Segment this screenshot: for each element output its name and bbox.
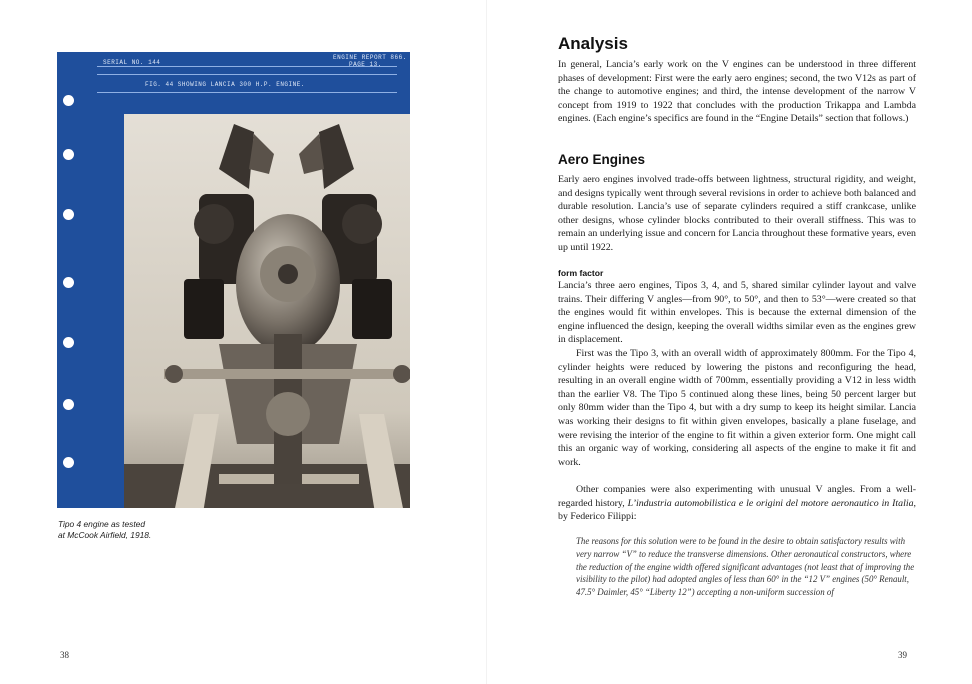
punch-hole	[63, 95, 74, 106]
serial-label: SERIAL NO. 144	[103, 59, 161, 66]
page-gutter	[486, 0, 487, 684]
punch-hole	[63, 457, 74, 468]
punch-hole	[63, 399, 74, 410]
figure-label: FIG. 44 SHOWING LANCIA 300 H.P. ENGINE.	[145, 81, 305, 88]
photo-caption	[58, 519, 258, 541]
form-rule	[97, 74, 397, 75]
punch-hole	[63, 149, 74, 160]
book-title: L’industria automobilistica e le origini del motore aeronautico in Italia	[627, 497, 914, 509]
heading-form-factor: form factor	[558, 268, 604, 278]
caption-line: Tipo 4 engine as tested	[58, 519, 145, 529]
heading-analysis: Analysis	[558, 34, 628, 53]
aero-engines-paragraph: Early aero engines involved trade-offs between lightness, structural rigidity, and weight, and designs typically went through several revisions in order to achieve both balanced and durable resolution. Lancia’s use of separate cylinders required a stiff crankcase, unlike other designs, whose cylinder blocks contributed to their overall stiffness. This was to remain an underlying issue and concern for Lancia throughout these formative years, even up until 1922.	[558, 174, 916, 253]
heading-aero-engines: Aero Engines	[558, 152, 646, 167]
page-label: PAGE 13.	[349, 61, 382, 68]
punch-hole	[63, 277, 74, 288]
form-factor-paragraph-2: First was the Tipo 3, with an overall width of approximately 800mm. For the Tipo 4, cylinder heights were reduced by lowering the pistons and reconfiguring the head, resulting in an overall engine width of 700mm, essentially providing a V12 in less width than the earlier V8. The Tipo 5 continued along these lines, being 50 percent larger but only 80mm wider than the Tipo 4, but with a dry sump to keep its height similar. Lancia was working their designs to fit within given envelopes, basically a plane fuselage, and were revising the interior of the engine to fit within a given exterior form. One might call this an organic way of working, considering all aspects of the engine to make it fit and work.	[558, 348, 916, 468]
engine-photograph	[124, 114, 435, 529]
report-label: ENGINE REPORT 866.	[333, 54, 407, 61]
form-rule	[97, 92, 397, 93]
block-quote: The reasons for this solution were to be found in the desire to obtain satisfactory results with very narrow “V” to reduce the transverse dimensions. Other aeronautical constructors, where the reduction of the engine width offered significant advantages (not least that of improving the visibility to the pilot) had adopted angles of less than 60° in the “12 V” engines (50° Renault, 47.5° Daimler, 45° “Liberty 12”) accepting a non-uniform succession of	[576, 536, 915, 598]
punch-hole	[63, 209, 74, 220]
caption-line: at McCook Airfield, 1918.	[58, 530, 152, 540]
paragraph-text: , by Federico Filippi:	[558, 497, 916, 523]
analysis-paragraph: In general, Lancia’s early work on the V engines can be understood in three different phases of development: First were the early aero engines; second, the two V12s as part of the change to automotive engines; and third, the intense development of the narrow V concept from 1919 to 1922 that concludes with the production Trikappa and Lambda engines. (Each engine’s specifics are found in the “Engine Details” section that follows.)	[558, 59, 916, 125]
form-factor-paragraph-3	[558, 483, 916, 524]
page-number-left: 38	[60, 650, 69, 660]
engine-illustration: 556	[124, 114, 410, 508]
form-factor-paragraph-1: Lancia’s three aero engines, Tipos 3, 4, and 5, shared similar cylinder layout and valve trains. Their differing V angles—from 90°, to 50°, and then to 53°—were created so that the engines would fit within envelopes. This is because the external dimension of the engine influenced the design, keeping the overall widths similar even as the engines grew in displacement.	[558, 280, 916, 346]
paragraph-text: Other companies were also experimenting with unusual V angles. From a well-regarded history,	[558, 484, 916, 509]
page-number-right: 39	[898, 650, 907, 660]
punch-hole	[63, 337, 74, 348]
